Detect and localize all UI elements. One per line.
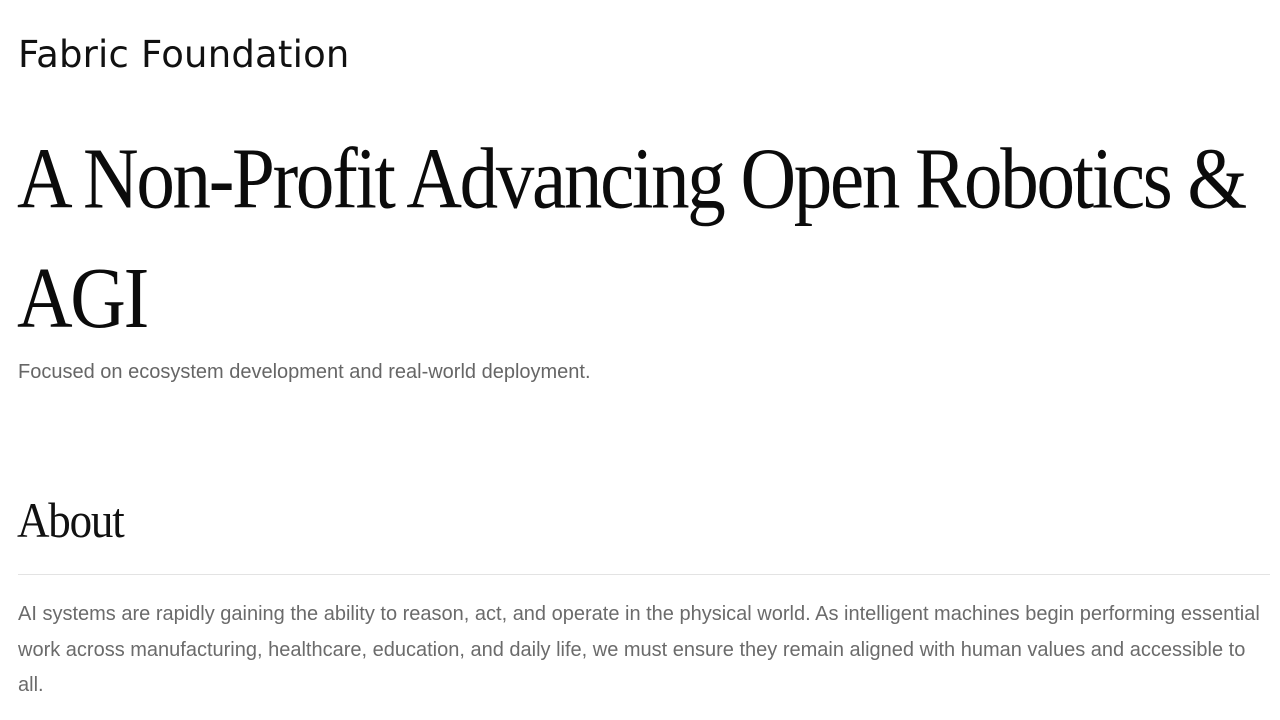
hero-title: A Non-Profit Advancing Open Robotics & AGI — [17, 129, 1245, 347]
brand-name[interactable]: Fabric Foundation — [18, 33, 350, 76]
hero-tagline: Focused on ecosystem development and real-world deployment. — [18, 361, 591, 383]
section-divider — [18, 574, 1270, 575]
about-heading: About — [17, 493, 124, 549]
about-body-text: AI systems are rapidly gaining the ability to reason, act, and operate in the physical world. As intelligent machines begin performing essential work across manufacturing, healthcare, education, and daily life, we must ensure they remain aligned with human values and accessible to all. — [18, 603, 1260, 696]
